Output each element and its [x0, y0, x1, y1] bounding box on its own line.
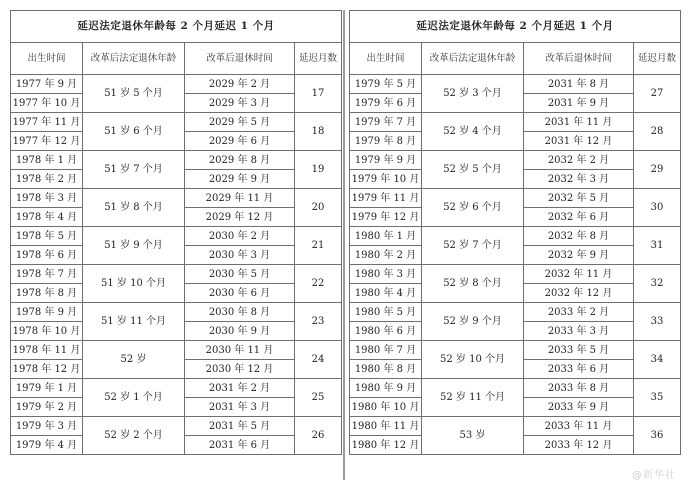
- retirement-age-cell: 52 岁 9 个月: [422, 303, 524, 341]
- table-title: 延迟法定退休年龄每 2 个月延迟 1 个月: [350, 11, 681, 43]
- delay-months-cell: 20: [295, 189, 342, 227]
- birth-time-cell: 1980 年 10 月: [350, 398, 422, 417]
- birth-time-cell: 1979 年 12 月: [350, 208, 422, 227]
- retirement-time-cell: 2031 年 6 月: [185, 436, 295, 455]
- retirement-time-cell: 2032 年 3 月: [524, 170, 634, 189]
- retirement-age-cell: 51 岁 8 个月: [83, 189, 185, 227]
- retirement-age-cell: 52 岁 8 个月: [422, 265, 524, 303]
- birth-time-cell: 1980 年 8 月: [350, 360, 422, 379]
- birth-time-cell: 1980 年 9 月: [350, 379, 422, 398]
- header-retirement-age: 改革后法定退休年龄: [422, 43, 524, 75]
- delay-months-cell: 21: [295, 227, 342, 265]
- retirement-age-cell: 51 岁 9 个月: [83, 227, 185, 265]
- retirement-time-cell: 2032 年 5 月: [524, 189, 634, 208]
- retirement-age-cell: 53 岁: [422, 417, 524, 455]
- birth-time-cell: 1979 年 11 月: [350, 189, 422, 208]
- birth-time-cell: 1980 年 3 月: [350, 265, 422, 284]
- retirement-time-cell: 2032 年 11 月: [524, 265, 634, 284]
- birth-time-cell: 1979 年 4 月: [11, 436, 83, 455]
- birth-time-cell: 1977 年 12 月: [11, 132, 83, 151]
- retirement-time-cell: 2029 年 5 月: [185, 113, 295, 132]
- retirement-time-cell: 2033 年 11 月: [524, 417, 634, 436]
- retirement-time-cell: 2033 年 2 月: [524, 303, 634, 322]
- retirement-age-cell: 52 岁 10 个月: [422, 341, 524, 379]
- retirement-time-cell: 2033 年 3 月: [524, 322, 634, 341]
- watermark: @新华社: [632, 470, 676, 481]
- retirement-time-cell: 2030 年 5 月: [185, 265, 295, 284]
- birth-time-cell: 1978 年 6 月: [11, 246, 83, 265]
- delay-months-cell: 27: [634, 75, 681, 113]
- delay-months-cell: 23: [295, 303, 342, 341]
- retirement-time-cell: 2031 年 3 月: [185, 398, 295, 417]
- header-delay-months: 延迟月数: [295, 43, 342, 75]
- table-row: [350, 189, 681, 208]
- retirement-time-cell: 2032 年 8 月: [524, 227, 634, 246]
- retirement-time-cell: 2032 年 2 月: [524, 151, 634, 170]
- right-table-panel: [349, 10, 680, 455]
- birth-time-cell: 1978 年 4 月: [11, 208, 83, 227]
- birth-time-cell: 1978 年 11 月: [11, 341, 83, 360]
- birth-time-cell: 1978 年 5 月: [11, 227, 83, 246]
- delay-months-cell: 35: [634, 379, 681, 417]
- retirement-table-right: [349, 10, 681, 455]
- table-row: [11, 303, 342, 322]
- header-birth-time: 出生时间: [11, 43, 83, 75]
- birth-time-cell: 1978 年 12 月: [11, 360, 83, 379]
- delay-months-cell: 29: [634, 151, 681, 189]
- header-retirement-time: 改革后退休时间: [524, 43, 634, 75]
- retirement-time-cell: 2033 年 5 月: [524, 341, 634, 360]
- delay-months-cell: 22: [295, 265, 342, 303]
- birth-time-cell: 1978 年 2 月: [11, 170, 83, 189]
- retirement-time-cell: 2032 年 9 月: [524, 246, 634, 265]
- header-delay-months: 延迟月数: [634, 43, 681, 75]
- table-row: [11, 189, 342, 208]
- birth-time-cell: 1979 年 5 月: [350, 75, 422, 94]
- birth-time-cell: 1979 年 2 月: [11, 398, 83, 417]
- delay-months-cell: 17: [295, 75, 342, 113]
- retirement-age-cell: 52 岁 7 个月: [422, 227, 524, 265]
- table-row: [11, 151, 342, 170]
- retirement-time-cell: 2030 年 9 月: [185, 322, 295, 341]
- retirement-age-cell: 51 岁 5 个月: [83, 75, 185, 113]
- delay-months-cell: 28: [634, 113, 681, 151]
- birth-time-cell: 1978 年 10 月: [11, 322, 83, 341]
- birth-time-cell: 1980 年 6 月: [350, 322, 422, 341]
- retirement-time-cell: 2032 年 6 月: [524, 208, 634, 227]
- retirement-age-cell: 52 岁 3 个月: [422, 75, 524, 113]
- retirement-time-cell: 2030 年 8 月: [185, 303, 295, 322]
- birth-time-cell: 1979 年 8 月: [350, 132, 422, 151]
- table-row: [11, 75, 342, 94]
- retirement-age-cell: 51 岁 7 个月: [83, 151, 185, 189]
- table-row: [350, 379, 681, 398]
- birth-time-cell: 1980 年 4 月: [350, 284, 422, 303]
- retirement-age-cell: 52 岁 4 个月: [422, 113, 524, 151]
- retirement-time-cell: 2030 年 3 月: [185, 246, 295, 265]
- birth-time-cell: 1980 年 7 月: [350, 341, 422, 360]
- retirement-time-cell: 2029 年 6 月: [185, 132, 295, 151]
- table-row: [350, 113, 681, 132]
- delay-months-cell: 26: [295, 417, 342, 455]
- table-row: [350, 151, 681, 170]
- birth-time-cell: 1980 年 2 月: [350, 246, 422, 265]
- retirement-time-cell: 2031 年 5 月: [185, 417, 295, 436]
- birth-time-cell: 1979 年 9 月: [350, 151, 422, 170]
- birth-time-cell: 1979 年 6 月: [350, 94, 422, 113]
- retirement-time-cell: 2029 年 3 月: [185, 94, 295, 113]
- birth-time-cell: 1977 年 9 月: [11, 75, 83, 94]
- table-row: [350, 341, 681, 360]
- birth-time-cell: 1980 年 1 月: [350, 227, 422, 246]
- panel-divider: [343, 10, 345, 480]
- retirement-age-cell: 51 岁 6 个月: [83, 113, 185, 151]
- retirement-time-cell: 2029 年 12 月: [185, 208, 295, 227]
- retirement-time-cell: 2029 年 11 月: [185, 189, 295, 208]
- retirement-age-cell: 52 岁: [83, 341, 185, 379]
- delay-months-cell: 25: [295, 379, 342, 417]
- table-row: [11, 417, 342, 436]
- birth-time-cell: 1979 年 7 月: [350, 113, 422, 132]
- table-row: [350, 417, 681, 436]
- table-row: [11, 379, 342, 398]
- retirement-age-cell: 52 岁 1 个月: [83, 379, 185, 417]
- birth-time-cell: 1978 年 7 月: [11, 265, 83, 284]
- retirement-age-cell: 51 岁 10 个月: [83, 265, 185, 303]
- birth-time-cell: 1980 年 12 月: [350, 436, 422, 455]
- birth-time-cell: 1978 年 1 月: [11, 151, 83, 170]
- birth-time-cell: 1977 年 11 月: [11, 113, 83, 132]
- delay-months-cell: 36: [634, 417, 681, 455]
- table-row: [350, 227, 681, 246]
- header-retirement-time: 改革后退休时间: [185, 43, 295, 75]
- left-table-panel: [10, 10, 341, 455]
- table-row: [11, 113, 342, 132]
- table-row: [11, 265, 342, 284]
- retirement-time-cell: 2030 年 12 月: [185, 360, 295, 379]
- retirement-age-cell: 52 岁 6 个月: [422, 189, 524, 227]
- retirement-time-cell: 2033 年 12 月: [524, 436, 634, 455]
- retirement-age-cell: 52 岁 11 个月: [422, 379, 524, 417]
- retirement-age-cell: 52 岁 5 个月: [422, 151, 524, 189]
- retirement-time-cell: 2032 年 12 月: [524, 284, 634, 303]
- birth-time-cell: 1978 年 3 月: [11, 189, 83, 208]
- birth-time-cell: 1978 年 8 月: [11, 284, 83, 303]
- table-body: [350, 75, 681, 455]
- delay-months-cell: 34: [634, 341, 681, 379]
- retirement-table-left: [10, 10, 342, 455]
- retirement-time-cell: 2033 年 9 月: [524, 398, 634, 417]
- retirement-time-cell: 2029 年 2 月: [185, 75, 295, 94]
- retirement-time-cell: 2031 年 12 月: [524, 132, 634, 151]
- retirement-time-cell: 2030 年 6 月: [185, 284, 295, 303]
- table-body: [11, 75, 342, 455]
- table-row: [350, 265, 681, 284]
- table-title: 延迟法定退休年龄每 2 个月延迟 1 个月: [11, 11, 342, 43]
- delay-months-cell: 33: [634, 303, 681, 341]
- birth-time-cell: 1980 年 5 月: [350, 303, 422, 322]
- retirement-time-cell: 2030 年 11 月: [185, 341, 295, 360]
- retirement-time-cell: 2031 年 9 月: [524, 94, 634, 113]
- retirement-time-cell: 2031 年 8 月: [524, 75, 634, 94]
- birth-time-cell: 1979 年 1 月: [11, 379, 83, 398]
- header-retirement-age: 改革后法定退休年龄: [83, 43, 185, 75]
- birth-time-cell: 1980 年 11 月: [350, 417, 422, 436]
- birth-time-cell: 1979 年 3 月: [11, 417, 83, 436]
- retirement-time-cell: 2031 年 11 月: [524, 113, 634, 132]
- birth-time-cell: 1978 年 9 月: [11, 303, 83, 322]
- table-row: [350, 303, 681, 322]
- delay-months-cell: 31: [634, 227, 681, 265]
- retirement-age-cell: 52 岁 2 个月: [83, 417, 185, 455]
- retirement-time-cell: 2029 年 9 月: [185, 170, 295, 189]
- delay-months-cell: 19: [295, 151, 342, 189]
- delay-months-cell: 24: [295, 341, 342, 379]
- retirement-time-cell: 2030 年 2 月: [185, 227, 295, 246]
- retirement-time-cell: 2031 年 2 月: [185, 379, 295, 398]
- retirement-time-cell: 2033 年 8 月: [524, 379, 634, 398]
- table-row: [350, 75, 681, 94]
- retirement-time-cell: 2029 年 8 月: [185, 151, 295, 170]
- delay-months-cell: 32: [634, 265, 681, 303]
- table-row: [11, 341, 342, 360]
- retirement-time-cell: 2033 年 6 月: [524, 360, 634, 379]
- birth-time-cell: 1979 年 10 月: [350, 170, 422, 189]
- delay-months-cell: 18: [295, 113, 342, 151]
- table-row: [11, 227, 342, 246]
- birth-time-cell: 1977 年 10 月: [11, 94, 83, 113]
- retirement-age-cell: 51 岁 11 个月: [83, 303, 185, 341]
- header-birth-time: 出生时间: [350, 43, 422, 75]
- delay-months-cell: 30: [634, 189, 681, 227]
